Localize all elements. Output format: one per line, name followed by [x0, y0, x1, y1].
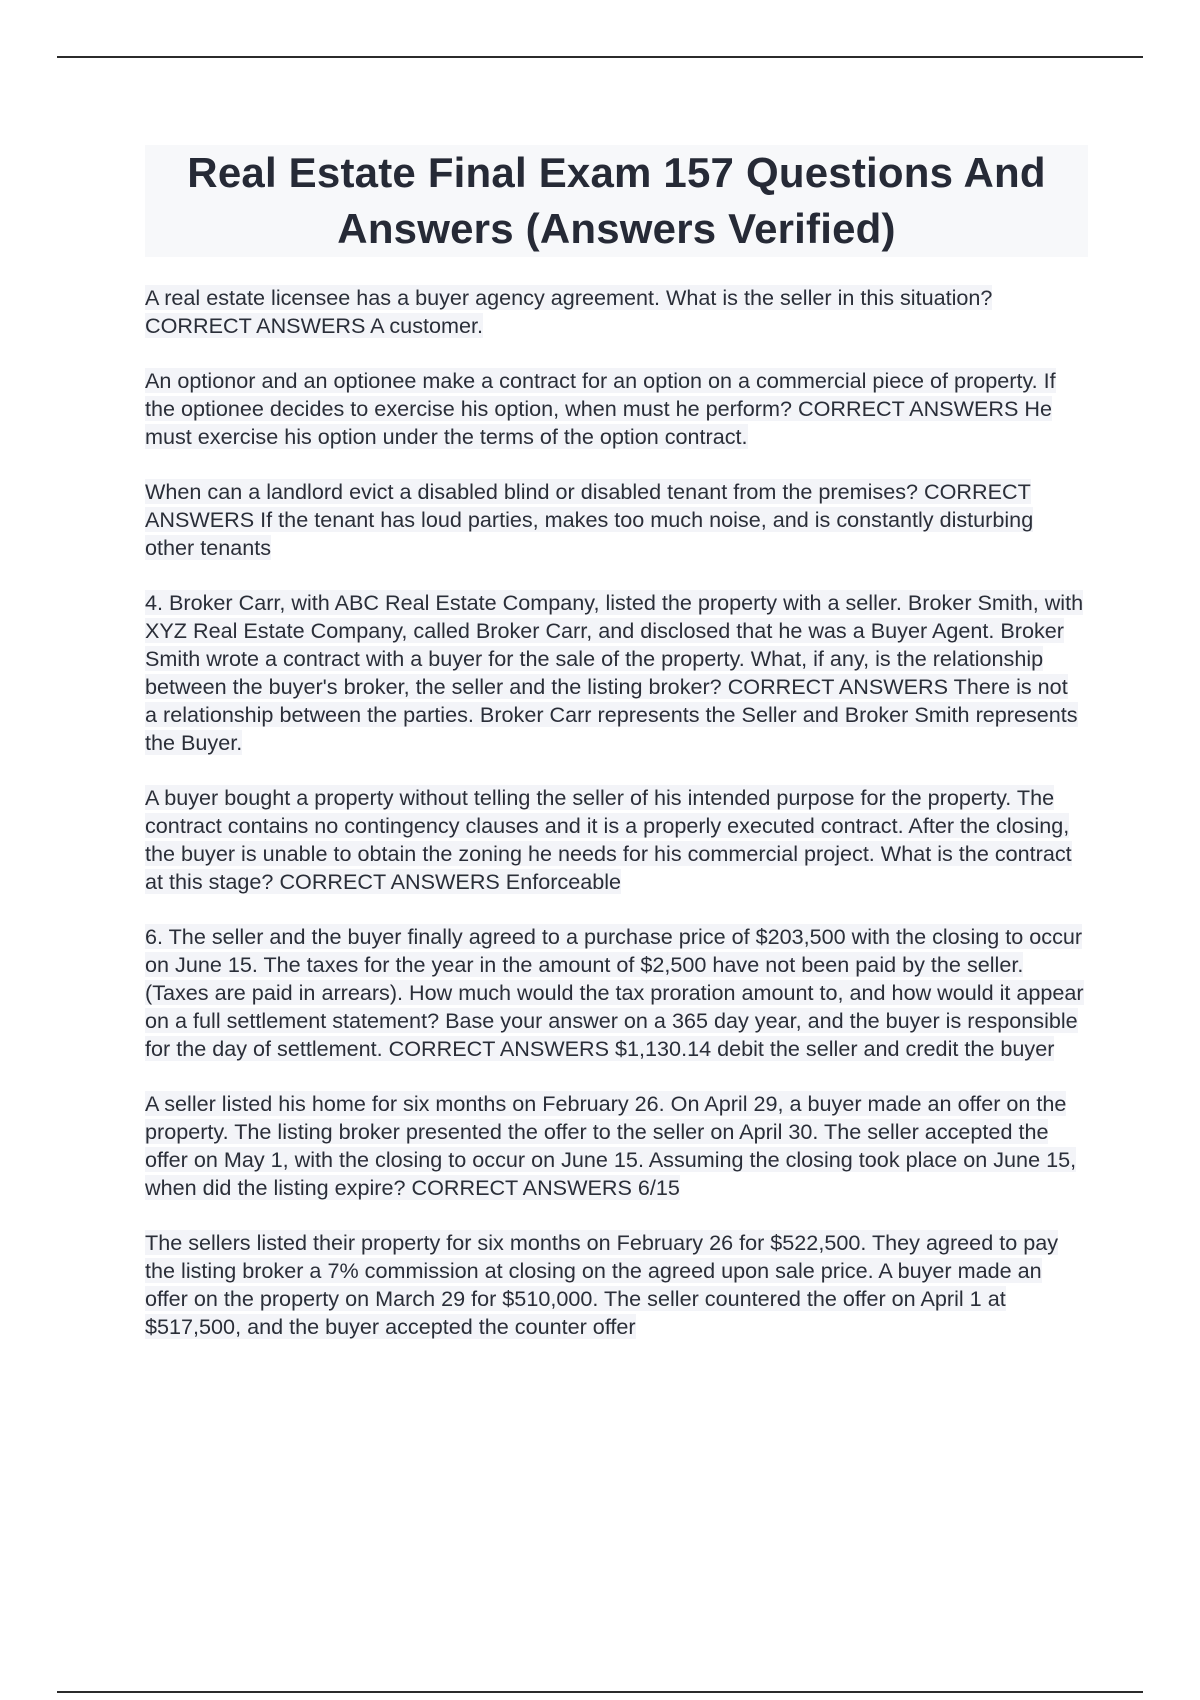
top-rule: [57, 56, 1143, 58]
qa-item-4: [145, 589, 1085, 757]
qa-text: The sellers listed their property for six months on February 26 for $522,500. They agreed to pay the listing broker a 7% commission at closing on the agreed upon sale price. A buyer made an offer on the property on March 29 for $510,000. The seller countered the offer on April 1 at $517,500, and the buyer accepted the counter offer: [145, 1230, 1059, 1339]
qa-item-2: [145, 367, 1085, 451]
qa-item-6: [145, 923, 1085, 1063]
qa-item-3: [145, 478, 1085, 562]
title-block: [145, 145, 1088, 257]
qa-text: A seller listed his home for six months on February 26. On April 29, a buyer made an offer on the property. The listing broker presented the offer to the seller on April 30. The seller accepted the offer on May 1, with the closing to occur on June 15. Assuming the closing took place on June 15, when did the listing expire? CORRECT ANSWERS 6/15: [145, 1091, 1077, 1200]
qa-text: When can a landlord evict a disabled blind or disabled tenant from the premises? CORRECT ANSWERS If the tenant has loud parties, makes too much noise, and is constantly disturbing other tenants: [145, 479, 1034, 560]
qa-item-1: [145, 284, 1085, 340]
qa-item-7: [145, 1090, 1085, 1202]
qa-text: A buyer bought a property without telling the seller of his intended purpose for the property. The contract contains no contingency clauses and it is a properly executed contract. After the closing, the buyer is unable to obtain the zoning he needs for his commercial project. What is the contract at this stage? CORRECT ANSWERS Enforceable: [145, 785, 1072, 894]
bottom-rule: [57, 1691, 1143, 1693]
qa-list: [145, 284, 1085, 1368]
document-title: Real Estate Final Exam 157 Questions And Answers (Answers Verified): [187, 149, 1046, 252]
qa-item-5: [145, 784, 1085, 896]
qa-text: A real estate licensee has a buyer agency agreement. What is the seller in this situation? CORRECT ANSWERS A customer.: [145, 285, 993, 338]
qa-text: 4. Broker Carr, with ABC Real Estate Company, listed the property with a seller. Broker Smith, with XYZ Real Estate Company, called Broker Carr, and disclosed that he was a Buyer Agent. Broker Smith wrote a contract with a buyer for the sale of the property. What, if any, is the relationship between the buyer's broker, the seller and the listing broker? CORRECT ANSWERS There is not a relationship between the parties. Broker Carr represents the Seller and Broker Smith represents the Buyer.: [145, 590, 1084, 755]
qa-item-8: [145, 1229, 1085, 1341]
qa-text: 6. The seller and the buyer finally agreed to a purchase price of $203,500 with the closing to occur on June 15. The taxes for the year in the amount of $2,500 have not been paid by the seller. (Taxes are paid in arrears). How much would the tax proration amount to, and how would it appear on a full settlement statement? Base your answer on a 365 day year, and the buyer is responsible for the day of settlement. CORRECT ANSWERS $1,130.14 debit the seller and credit the buyer: [145, 924, 1084, 1061]
qa-text: An optionor and an optionee make a contract for an option on a commercial piece of property. If the optionee decides to exercise his option, when must he perform? CORRECT ANSWERS He must exercise his option under the terms of the option contract.: [145, 368, 1056, 449]
